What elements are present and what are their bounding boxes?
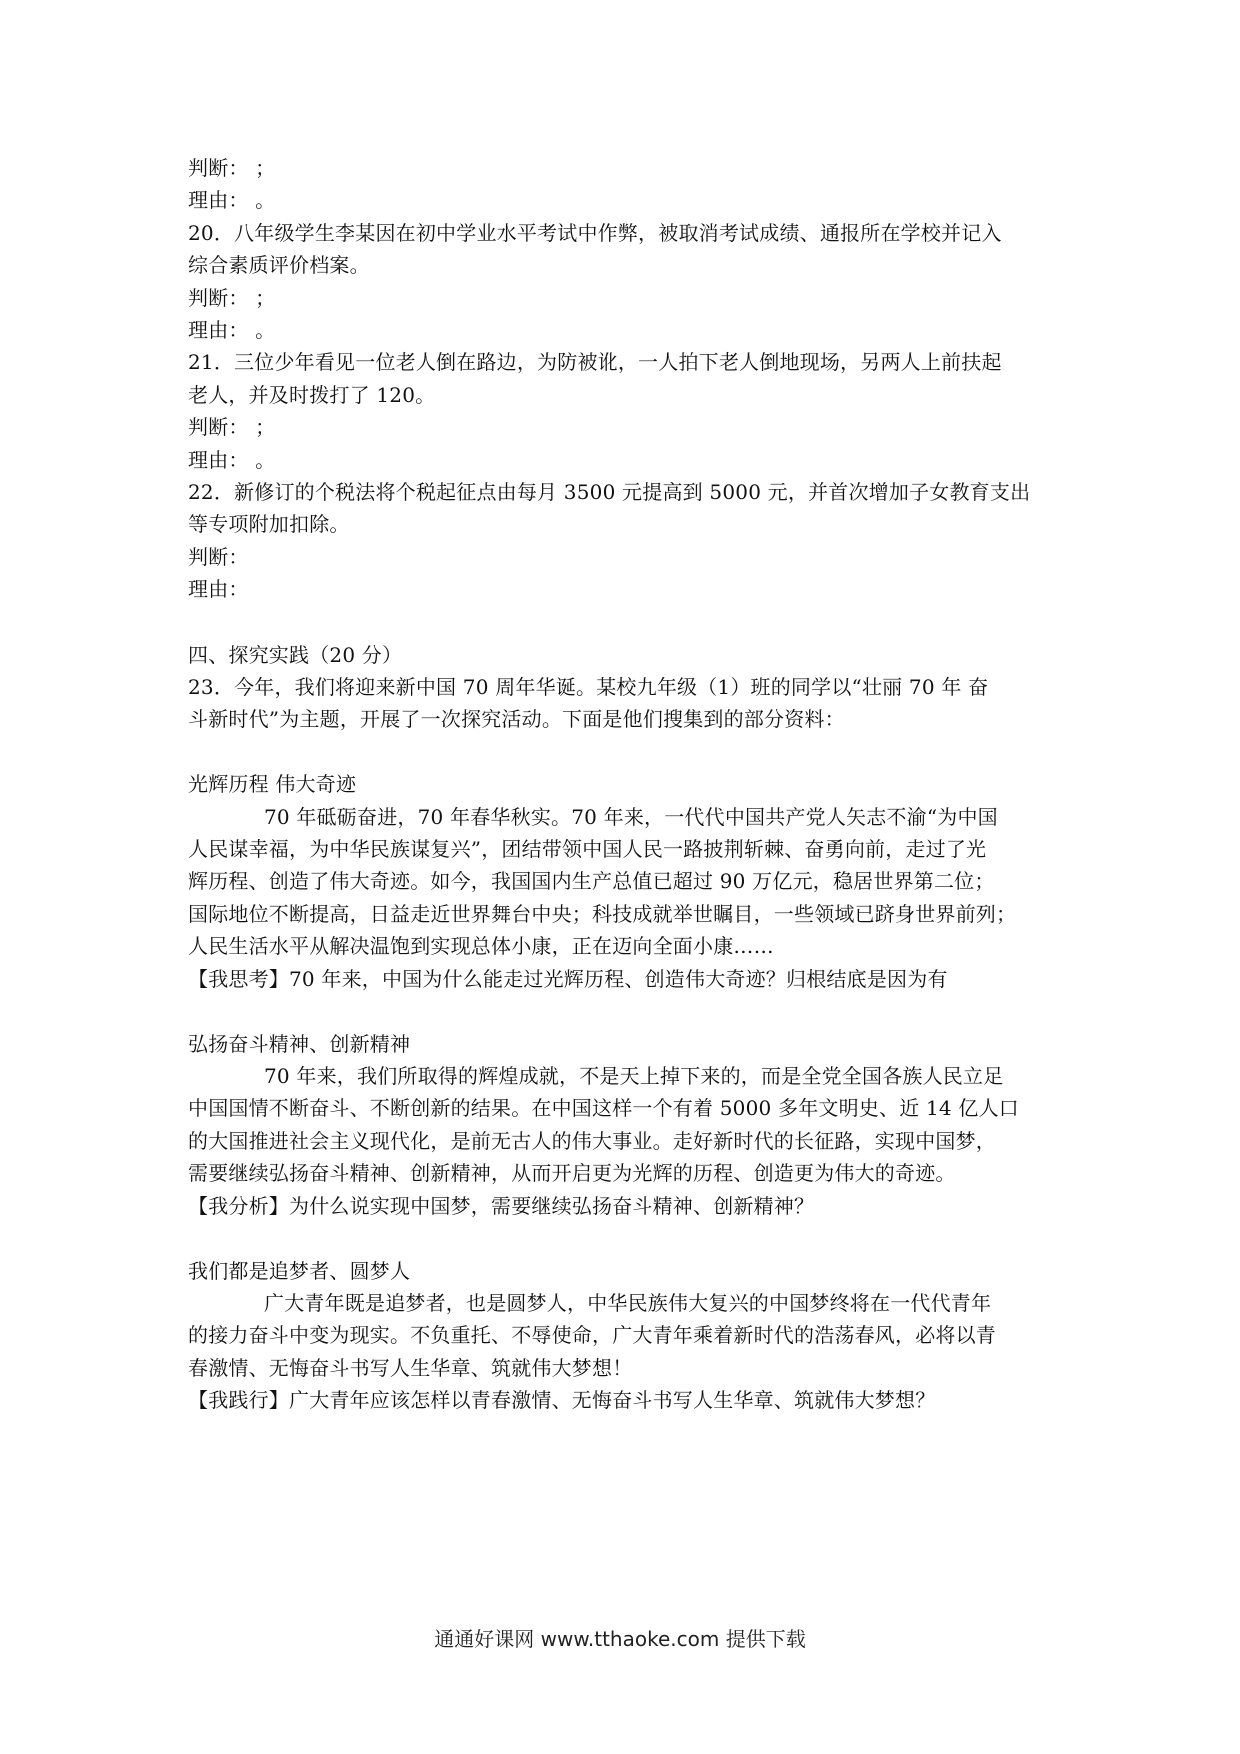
material-1-line-4: 国际地位不断提高，日益走近世界舞台中央；科技成就举世瞩目，一些领域已跻身世界前列； bbox=[188, 902, 1017, 926]
question-22-line-2: 等专项附加扣除。 bbox=[188, 512, 350, 536]
material-3-line-2: 的接力奋斗中变为现实。不负重托、不辱使命，广大青年乘着新时代的浩荡春风，必将以青 bbox=[188, 1323, 996, 1347]
answer-reason-19: 理由： 。 bbox=[188, 188, 276, 212]
task-practice: 【我践行】广大青年应该怎样以青春激情、无悔奋斗书写人生华章、筑就伟大梦想？ bbox=[188, 1388, 936, 1412]
material-2-line-4: 需要继续弘扬奋斗精神、创新精神，从而开启更为光辉的历程、创造更为伟大的奇迹。 bbox=[188, 1161, 956, 1185]
material-2-title: 弘扬奋斗精神、创新精神 bbox=[188, 1032, 411, 1056]
material-1-line-3: 辉历程、创造了伟大奇迹。如今，我国国内生产总值已超过 90 万亿元，稳居世界第二位； bbox=[188, 869, 995, 893]
section-heading-4: 四、探究实践（20 分） bbox=[188, 643, 403, 667]
material-2-line-1: 70 年来，我们所取得的辉煌成就，不是天上掉下来的，而是全党全国各族人民立足 bbox=[264, 1064, 1004, 1088]
material-3-line-3: 春激情、无悔奋斗书写人生华章、筑就伟大梦想！ bbox=[188, 1356, 633, 1380]
material-2-line-2: 中国国情不断奋斗、不断创新的结果。在中国这样一个有着 5000 多年文明史、近 14 亿人口 bbox=[188, 1096, 1019, 1120]
task-analyze: 【我分析】为什么说实现中国梦，需要继续弘扬奋斗精神、创新精神？ bbox=[188, 1194, 815, 1218]
material-1-line-5: 人民生活水平从解决温饱到实现总体小康，正在迈向全面小康…… bbox=[188, 934, 774, 958]
question-23-line-1: 23．今年，我们将迎来新中国 70 周年华诞。某校九年级（1）班的同学以“壮丽 70 年 奋 bbox=[188, 675, 989, 699]
material-1-line-2: 人民谋幸福，为中华民族谋复兴”，团结带领中国人民一路披荆斩棘、奋勇向前，走过了光 bbox=[188, 837, 987, 861]
material-1-title: 光辉历程 伟大奇迹 bbox=[188, 772, 357, 796]
question-23-line-2: 斗新时代”为主题，开展了一次探究活动。下面是他们搜集到的部分资料： bbox=[188, 707, 845, 731]
question-20-line-1: 20．八年级学生李某因在初中学业水平考试中作弊，被取消考试成绩、通报所在学校并记入 bbox=[188, 221, 1002, 245]
question-22-line-1: 22．新修订的个税法将个税起征点由每月 3500 元提高到 5000 元，并首次增加子女教育支出 bbox=[188, 480, 1031, 504]
question-20-line-2: 综合素质评价档案。 bbox=[188, 253, 370, 277]
answer-reason-22: 理由： bbox=[188, 577, 249, 601]
answer-reason-21: 理由： 。 bbox=[188, 448, 276, 472]
answer-judgment-22: 判断： bbox=[188, 545, 249, 569]
material-1-line-1: 70 年砥砺奋进，70 年春华秋实。70 年来，一代代中国共产党人矢志不渝“为中国 bbox=[264, 805, 998, 829]
answer-judgment-19: 判断： ； bbox=[188, 156, 276, 180]
material-3-title: 我们都是追梦者、圆梦人 bbox=[188, 1259, 411, 1283]
question-21-line-1: 21．三位少年看见一位老人倒在路边，为防被讹，一人拍下老人倒地现场，另两人上前扶起 bbox=[188, 350, 1002, 374]
material-2-line-3: 的大国推进社会主义现代化，是前无古人的伟大事业。走好新时代的长征路，实现中国梦， bbox=[188, 1129, 996, 1153]
material-3-line-1: 广大青年既是追梦者，也是圆梦人，中华民族伟大复兴的中国梦终将在一代代青年 bbox=[264, 1291, 992, 1315]
task-think: 【我思考】70 年来，中国为什么能走过光辉历程、创造伟大奇迹？归根结底是因为有 bbox=[188, 967, 948, 991]
answer-judgment-20: 判断： ； bbox=[188, 286, 276, 310]
answer-reason-20: 理由： 。 bbox=[188, 318, 276, 342]
question-21-line-2: 老人，并及时拨打了 120。 bbox=[188, 383, 436, 407]
page-footer: 通通好课网 www.tthaoke.com 提供下载 bbox=[434, 1627, 806, 1651]
answer-judgment-21: 判断： ； bbox=[188, 415, 276, 439]
